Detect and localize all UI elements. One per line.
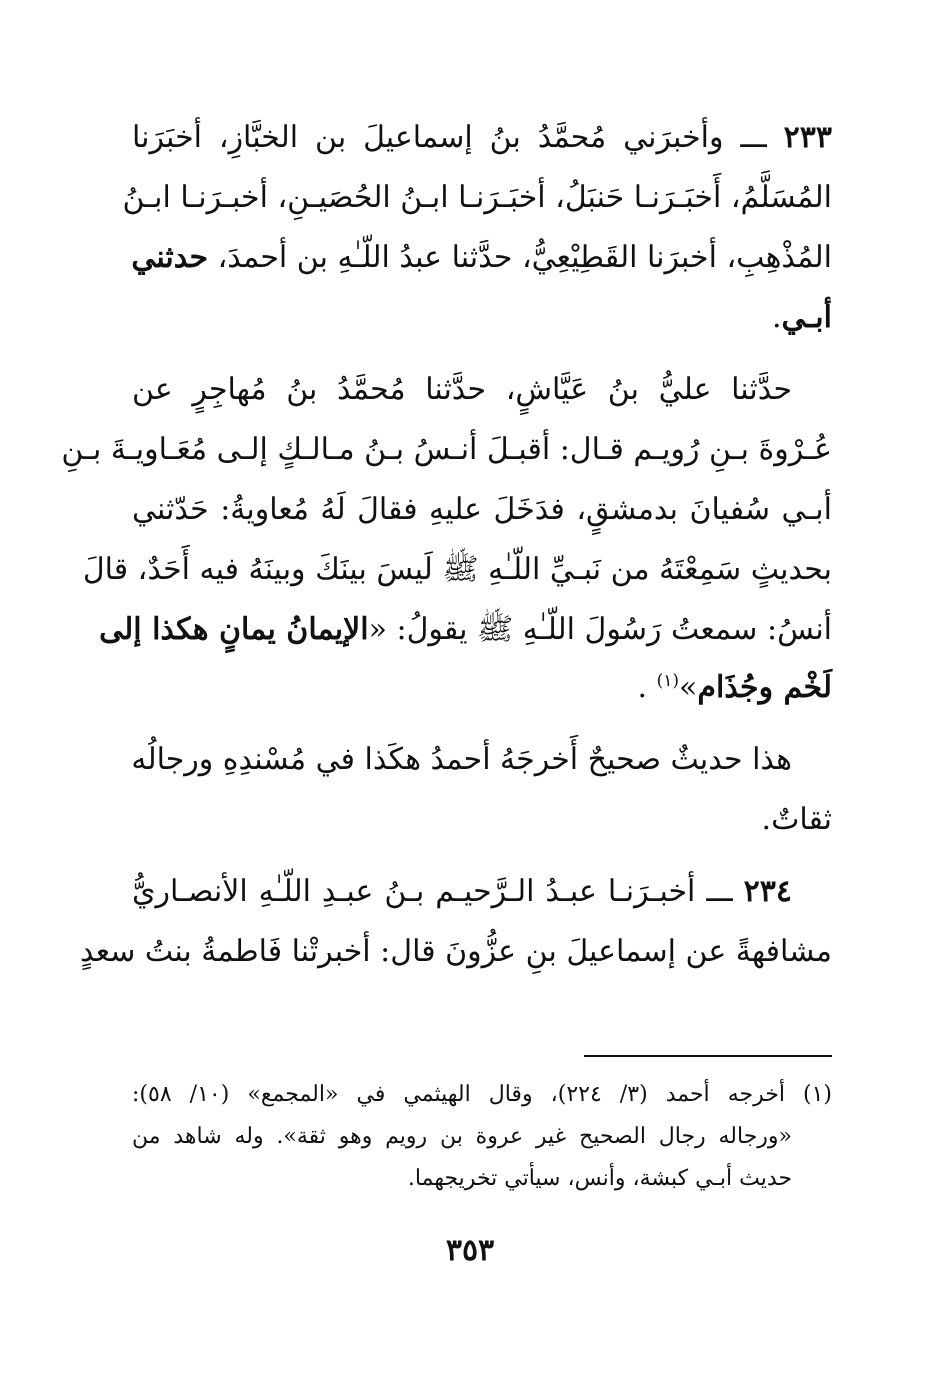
hadith-233-body-line-1: حدَّثنا عليُّ بنُ عَيَّاشٍ، حدَّثنا مُحمَّدُ بنُ مُهاجِرٍ عن <box>132 372 792 407</box>
footnote-line-3: حديث أبـي كبشة، وأنس، سيأتي تخريجهما. <box>407 1166 792 1191</box>
text-span: . <box>771 300 782 335</box>
footnote-reference: (١) <box>656 671 680 691</box>
page-number: ٣٥٣ <box>445 1233 495 1268</box>
hadith-233-line-1 <box>132 118 832 158</box>
text-span: ـــ وأخبرَني مُحمَّدُ بنُ إسماعيلَ بن الخبَّازِ، أخبَرَنا <box>132 120 784 155</box>
bold-text: الإيمانُ يمانٍ هكذا إلى <box>99 612 369 647</box>
hadith-233-line-2: المُسَلَّمُ، أَخبَـرَنـا حَنبَلُ، أخبَـرَنـا ابـنُ الحُصَيـنِ، أخبـرَنـا ابـنُ <box>122 180 832 215</box>
hadith-233-body-line-5 <box>99 610 832 650</box>
text-span: . <box>637 670 657 705</box>
hadith-234-line-1 <box>132 872 792 912</box>
hadith-233-body-line-2: عُـرْوةَ بـنِ رُويـم قـال: أقبـلَ أنـسُ بـنُ مـالـكٍ إلـى مُعَـاويـةَ بـنِ <box>61 432 832 467</box>
text-span: أنسُ: سمعتُ رَسُولَ اللّـٰهِ ﷺ يقولُ: « <box>368 612 832 647</box>
hadith-number: ٢٣٣ <box>783 120 832 155</box>
footnote-line-2: «ورجاله رجال الصحيح غير عروة بن رويم وهو ثقة». وله شاهد من <box>132 1124 792 1149</box>
quote-mark: » <box>679 670 698 705</box>
hadith-233-body-line-6 <box>132 668 832 708</box>
hadith-233-line-4 <box>132 298 832 338</box>
bold-text: حدثني <box>131 240 209 275</box>
hadith-233-line-3 <box>132 238 832 278</box>
hadith-234-line-2: مشافهةً عن إسماعيلَ بنِ عزُّونَ قال: أخبرتْنا فَاطمةُ بنتُ سعدٍ <box>80 934 832 969</box>
text-span: المُذْهِبِ، أخبرَنا القَطِيْعِيُّ، حدَّثنا عبدُ اللّـٰهِ بن أحمدَ، <box>208 240 832 275</box>
footnote-separator <box>584 1055 832 1057</box>
hadith-number: ٢٣٤ <box>743 874 792 909</box>
bold-text: لَخْم وجُذَام <box>697 670 832 705</box>
grading-line-1: هذا حديثٌ صحيحٌ أَخرجَهُ أحمدُ هكَذا في مُسْندِهِ ورجالُه <box>131 742 792 777</box>
grading-line-2: ثقاتٌ. <box>761 802 832 837</box>
hadith-233-body-line-4: بحديثٍ سَمِعْتَهُ من نَبـيِّ اللّـٰهِ ﷺ لَيسَ بينَكَ وبينَهُ فيه أَحَدٌ، قالَ <box>82 552 832 587</box>
text-span: ـــ أخبـرَنـا عبـدُ الـرَّحيـم بـنُ عبـدِ اللّـٰهِ الأنصـاريُّ <box>132 874 744 909</box>
footnote-line-1: (١) أخرجه أحمد (٣/ ٢٢٤)، وقال الهيثمي في «المجمع» (١٠/ ٥٨): <box>132 1082 833 1107</box>
bold-text: أبـي <box>781 300 832 335</box>
hadith-233-body-line-3: أبـي سُفيانَ بدمشقٍ، فدَخَلَ عليهِ فقالَ لَهُ مُعاويةُ: حَدّثني <box>132 492 832 527</box>
